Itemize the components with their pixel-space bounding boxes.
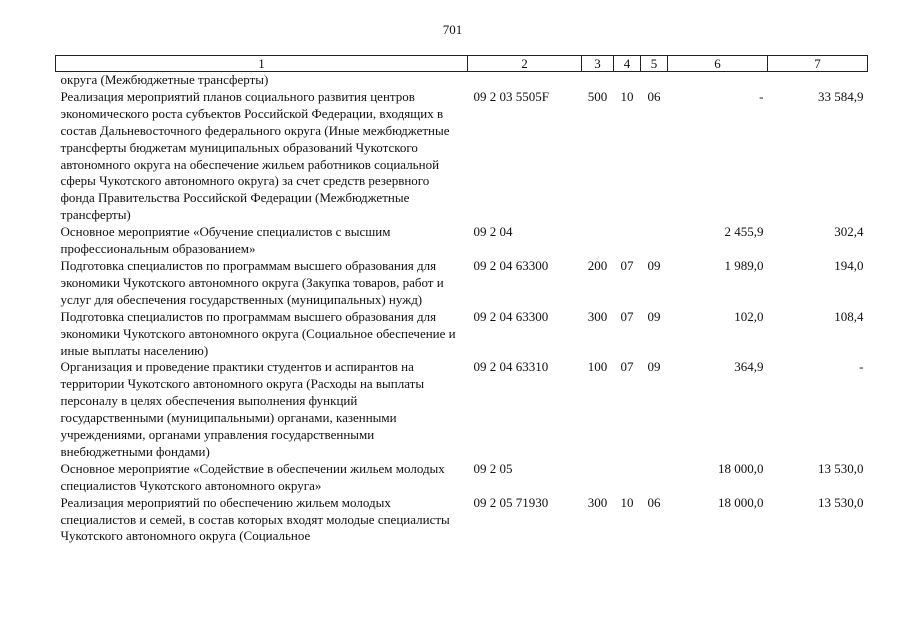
row-col-4: 10 [620, 494, 634, 510]
row-value-7: - [859, 359, 864, 375]
row-col-4: 07 [620, 257, 634, 273]
row-value-7: 13 530,0 [818, 494, 864, 510]
header-col-1: 1 [56, 56, 468, 72]
row-value-6: 102,0 [734, 308, 764, 324]
table-row [56, 258, 868, 309]
header-col-6: 6 [668, 56, 768, 72]
table-row [56, 89, 868, 224]
row-col-5 [641, 461, 668, 495]
row-col-3 [582, 72, 614, 89]
row-code: 09 2 05 [473, 460, 513, 476]
row-description: округа (Межбюджетные трансферты) [60, 72, 269, 87]
table-header [56, 56, 868, 72]
row-code: 09 2 04 63300 [473, 257, 549, 273]
row-col-3: 300 [587, 494, 608, 510]
row-description: Реализация мероприятий по обеспечению жильем молодых специалистов и семей, в состав которых входят молодые специалисты Чукотского автономного округа (Социальное [60, 494, 450, 544]
table-row [56, 495, 868, 546]
row-value-7: 302,4 [834, 224, 864, 240]
header-col-5: 5 [641, 56, 668, 72]
row-col-5 [641, 72, 668, 89]
row-col-3: 300 [587, 308, 608, 324]
row-code: 09 2 05 71930 [473, 494, 549, 510]
budget-table [55, 55, 868, 545]
table-row [56, 359, 868, 460]
row-code: 09 2 04 63310 [473, 359, 549, 375]
page-number: 701 [442, 22, 463, 37]
row-code [468, 72, 582, 89]
row-col-4 [614, 461, 641, 495]
header-col-3: 3 [582, 56, 614, 72]
row-description: Основное мероприятие «Содействие в обеспечении жильем молодых специалистов Чукотского автономного округа» [60, 460, 445, 493]
table-row [56, 224, 868, 258]
row-value-6: 18 000,0 [718, 460, 764, 476]
header-col-7: 7 [768, 56, 868, 72]
row-description: Основное мероприятие «Обучение специалистов с высшим профессиональным образованием» [60, 224, 391, 257]
row-value-6 [668, 72, 768, 89]
row-col-4: 07 [620, 308, 634, 324]
row-col-3: 200 [587, 257, 608, 273]
row-col-5: 09 [647, 257, 661, 273]
row-value-7: 194,0 [834, 257, 864, 273]
row-col-3 [582, 461, 614, 495]
row-value-7: 33 584,9 [818, 88, 864, 104]
row-value-7 [768, 72, 868, 89]
row-col-5: 06 [647, 88, 661, 104]
row-description: Организация и проведение практики студентов и аспирантов на территории Чукотского автономного округа (Расходы на выплаты персоналу в целях обеспечения выполнения функций государственными (муниципальными) органами, казенными учреждениями, органами управления государственными внебюджетными фондами) [60, 359, 425, 459]
row-col-5: 09 [647, 359, 661, 375]
row-col-3 [582, 224, 614, 258]
row-description: Реализация мероприятий планов социального развития центров экономического роста субъектов Российской Федерации, входящих в состав Дальневосточного федерального округа (Иные межбюджетные трансферты бюджетам муниципальных образований Чукотского автономного округа на обеспечение жильем работников социальной сферы Чукотского автономного округа) за счет средств резервного фонда Правительства Российской Федерации (Межбюджетные трансферты) [60, 88, 450, 223]
row-code: 09 2 04 63300 [473, 308, 549, 324]
row-col-5 [641, 224, 668, 258]
row-value-7: 108,4 [834, 308, 864, 324]
row-col-4: 10 [620, 88, 634, 104]
row-col-4 [614, 72, 641, 89]
row-col-3: 500 [587, 88, 608, 104]
row-code: 09 2 03 5505F [473, 88, 549, 104]
row-value-6: 364,9 [734, 359, 764, 375]
row-code: 09 2 04 [473, 224, 513, 240]
table-row [56, 461, 868, 495]
row-value-6: 18 000,0 [718, 494, 764, 510]
row-col-4: 07 [620, 359, 634, 375]
row-col-3: 100 [587, 359, 608, 375]
header-col-2: 2 [468, 56, 582, 72]
header-col-4: 4 [614, 56, 641, 72]
table-row [56, 72, 868, 89]
row-description: Подготовка специалистов по программам высшего образования для экономики Чукотского автономного округа (Социальное обеспечение и иные выплаты населению) [60, 308, 456, 358]
row-col-5: 09 [647, 308, 661, 324]
row-description: Подготовка специалистов по программам высшего образования для экономики Чукотского автономного округа (Закупка товаров, работ и услуг для обеспечения государственных (муниципальных) нужд) [60, 257, 444, 307]
row-value-6: 1 989,0 [724, 257, 764, 273]
row-value-6: 2 455,9 [724, 224, 764, 240]
table-row [56, 309, 868, 360]
row-col-5: 06 [647, 494, 661, 510]
row-col-4 [614, 224, 641, 258]
row-value-7: 13 530,0 [818, 460, 864, 476]
row-value-6: - [759, 88, 764, 104]
